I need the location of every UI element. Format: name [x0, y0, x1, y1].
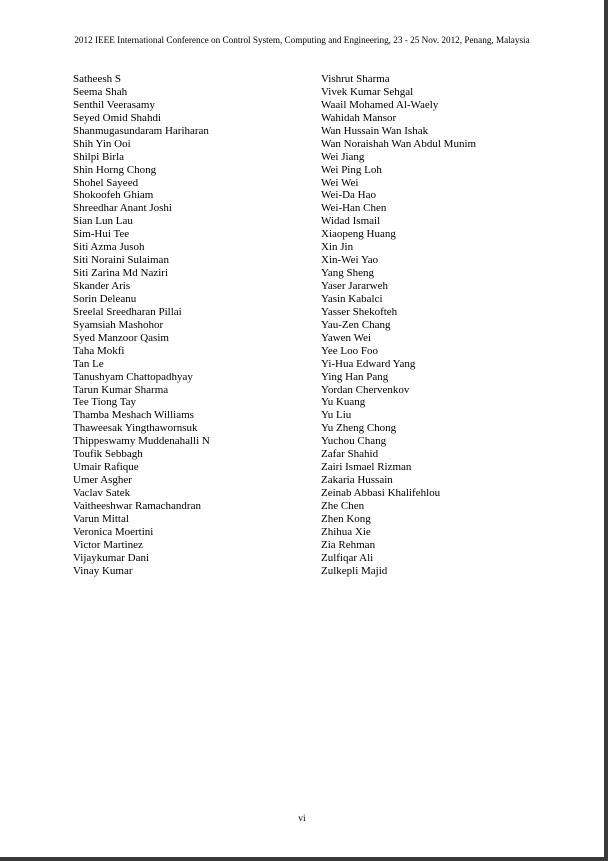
name-list-left	[73, 73, 210, 578]
name-entry: Shih Yin Ooi	[73, 137, 131, 150]
name-entry: Thippeswamy Muddenahalli N	[73, 435, 210, 448]
name-entry: Yu Kuang	[321, 396, 366, 409]
name-entry: Yasser Shekofteh	[321, 305, 398, 318]
name-entry: Shreedhar Anant Joshi	[73, 202, 172, 215]
name-entry: Zulfiqar Ali	[321, 551, 374, 564]
name-entry: Shohel Sayeed	[73, 176, 139, 189]
name-entry: Thamba Meshach Williams	[73, 409, 194, 422]
name-entry: Syed Manzoor Qasim	[73, 331, 169, 344]
name-entry: Zulkepli Majid	[321, 564, 388, 577]
name-entry: Syamsiah Mashohor	[73, 318, 164, 331]
name-entry: Tee Tiong Tay	[73, 396, 137, 409]
name-entry: Zhen Kong	[321, 512, 371, 525]
name-entry: Umair Rafique	[73, 461, 139, 474]
name-entry: Tan Le	[73, 357, 104, 370]
name-entry: Tarun Kumar Sharma	[73, 383, 169, 396]
name-entry: Xiaopeng Huang	[321, 228, 396, 241]
name-entry: Vishrut Sharma	[321, 73, 390, 85]
name-entry: Vivek Kumar Sehgal	[321, 85, 414, 98]
name-entry: Yasin Kabalci	[321, 292, 383, 305]
name-entry: Sorin Deleanu	[73, 292, 137, 305]
name-entry: Zia Rehman	[321, 538, 376, 551]
name-entry: Tanushyam Chattopadhyay	[73, 370, 193, 383]
name-entry: Shanmugasundaram Hariharan	[73, 124, 209, 137]
page-number: vi	[298, 814, 306, 824]
name-entry: Zeinab Abbasi Khalifehlou	[321, 487, 441, 499]
name-entry: Yaser Jararweh	[321, 280, 388, 292]
name-entry: Yu Liu	[321, 409, 352, 422]
name-entry: Shilpi Birla	[73, 150, 125, 163]
name-entry: Yu Zheng Chong	[321, 422, 397, 435]
name-entry: Vijaykumar Dani	[73, 551, 150, 564]
name-entry: Sreelal Sreedharan Pillai	[73, 305, 182, 318]
name-entry: Siti Azma Jusoh	[73, 241, 145, 254]
name-entry: Yau-Zen Chang	[321, 318, 391, 331]
name-entry: Waail Mohamed Al-Waely	[321, 98, 439, 111]
name-entry: Wei Ping Loh	[321, 163, 382, 176]
name-entry: Siti Noraini Sulaiman	[73, 254, 169, 267]
name-entry: Umer Asgher	[73, 474, 132, 487]
name-entry: Vaclav Satek	[73, 487, 131, 499]
name-entry: Seema Shah	[73, 85, 128, 98]
name-entry: Sim-Hui Tee	[73, 228, 130, 241]
name-entry: Wei-Han Chen	[321, 202, 387, 215]
name-entry: Vinay Kumar	[73, 564, 133, 577]
name-entry: Shin Horng Chong	[73, 163, 157, 176]
name-entry: Toufik Sebbagh	[73, 448, 143, 461]
name-entry: Wei Jiang	[321, 150, 365, 163]
name-entry: Wan Noraishah Wan Abdul Munim	[321, 137, 477, 150]
running-header: 2012 IEEE International Conference on Control System, Computing and Engineering, 23 - 25 Nov. 2012, Penang, Malaysia	[74, 35, 530, 45]
name-entry: Zairi Ismael Rizman	[321, 461, 412, 474]
name-entry: Varun Mittal	[73, 512, 129, 525]
name-entry: Xin-Wei Yao	[321, 254, 379, 267]
name-entry: Shokoofeh Ghiam	[73, 189, 154, 202]
name-entry: Yuchou Chang	[321, 435, 387, 448]
name-entry: Xin Jin	[321, 241, 354, 254]
name-entry: Siti Zarina Md Naziri	[73, 267, 169, 280]
name-entry: Zhe Chen	[321, 499, 365, 512]
name-entry: Wei-Da Hao	[321, 189, 377, 202]
name-entry: Senthil Veerasamy	[73, 98, 155, 111]
name-entry: Thaweesak Yingthawornsuk	[73, 422, 198, 435]
name-entry: Yee Loo Foo	[321, 344, 378, 357]
name-entry: Taha Mokfi	[73, 344, 125, 357]
name-entry: Victor Martinez	[73, 538, 143, 551]
name-entry: Wahidah Mansor	[321, 111, 397, 124]
name-list-right	[321, 73, 476, 578]
name-entry: Yi-Hua Edward Yang	[321, 357, 416, 370]
name-entry: Zhihua Xie	[321, 525, 371, 538]
name-entry: Widad Ismail	[321, 215, 381, 228]
name-entry: Zakaria Hussain	[321, 474, 393, 487]
name-entry: Seyed Omid Shahdi	[73, 111, 161, 124]
name-entry: Yawen Wei	[321, 331, 372, 344]
name-entry: Vaitheeshwar Ramachandran	[73, 499, 201, 512]
name-entry: Veronica Moertini	[73, 525, 154, 538]
name-entry: Wei Wei	[321, 176, 359, 189]
name-entry: Sian Lun Lau	[73, 215, 133, 228]
name-entry: Ying Han Pang	[321, 370, 389, 383]
name-entry: Yordan Chervenkov	[321, 383, 410, 396]
name-entry: Yang Sheng	[321, 267, 374, 280]
name-entry: Wan Hussain Wan Ishak	[321, 124, 429, 137]
name-entry: Satheesh S	[73, 73, 121, 85]
name-entry: Skander Aris	[73, 280, 131, 292]
name-entry: Zafar Shahid	[321, 448, 379, 461]
